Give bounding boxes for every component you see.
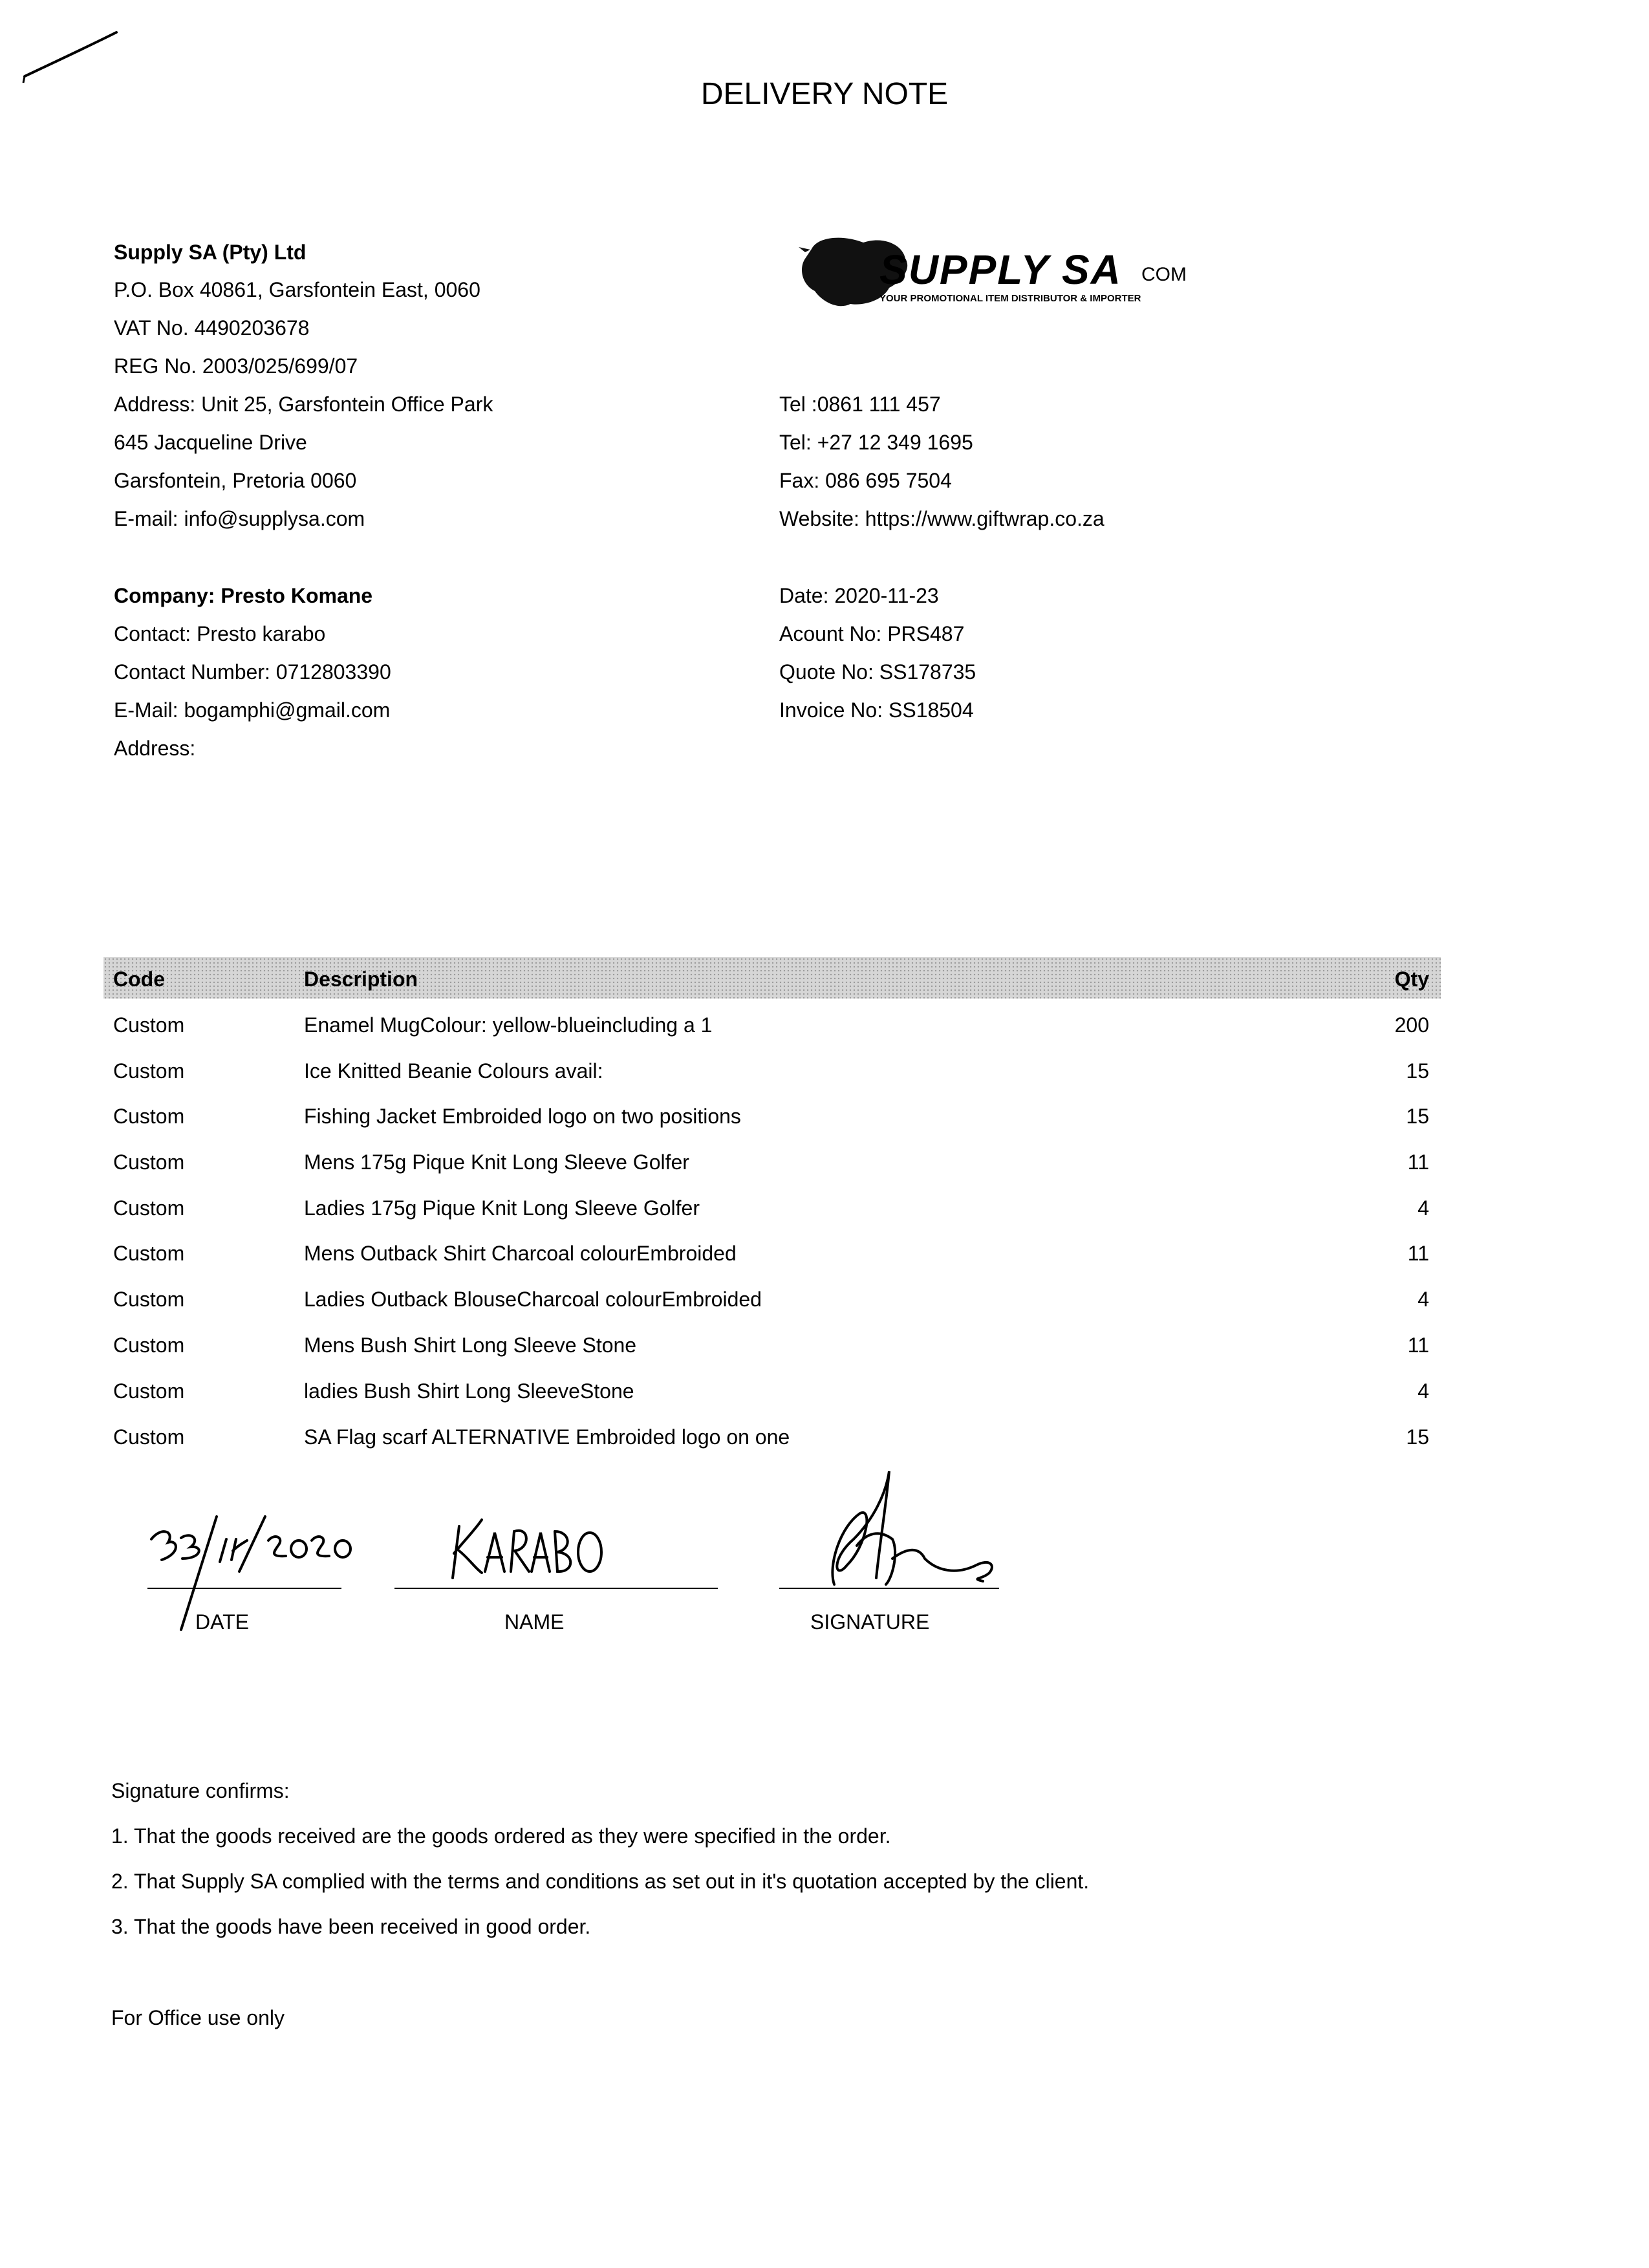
row-code: Custom	[113, 1013, 185, 1037]
supplier-line: Garsfontein, Pretoria 0060	[114, 469, 357, 492]
signature-label: SIGNATURE	[810, 1610, 930, 1634]
row-code: Custom	[113, 1150, 185, 1174]
customer-line: Address:	[114, 737, 196, 760]
row-code: Custom	[113, 1242, 185, 1265]
row-code: Custom	[113, 1288, 185, 1311]
row-description: SA Flag scarf ALTERNATIVE Embroided logo on one	[304, 1425, 790, 1449]
table-row	[0, 1424, 1649, 1469]
logo-tagline: YOUR PROMOTIONAL ITEM DISTRIBUTOR & IMPORTER	[879, 293, 1141, 304]
supplier-name: Supply SA (Pty) Ltd	[114, 241, 307, 264]
confirmation-item: 3. That the goods have been received in good order.	[111, 1915, 591, 1938]
info-line: Quote No: SS178735	[779, 660, 976, 684]
row-code: Custom	[113, 1379, 185, 1403]
info-line: Acount No: PRS487	[779, 622, 965, 645]
contact-line: Website: https://www.giftwrap.co.za	[779, 507, 1105, 530]
info-line: Date: 2020-11-23	[779, 584, 939, 607]
row-description: Ladies 175g Pique Knit Long Sleeve Golfer	[304, 1196, 700, 1220]
office-use-note: For Office use only	[111, 2006, 285, 2029]
row-qty: 4	[1417, 1288, 1429, 1311]
contact-line: Fax: 086 695 7504	[779, 469, 952, 492]
header-code: Code	[113, 967, 165, 991]
row-qty: 15	[1406, 1059, 1429, 1083]
supplier-line: VAT No. 4490203678	[114, 316, 310, 340]
row-code: Custom	[113, 1334, 185, 1357]
supplier-line: REG No. 2003/025/699/07	[114, 354, 358, 378]
logo-brand: SUPPLY SA	[879, 246, 1122, 293]
row-description: Mens 175g Pique Knit Long Sleeve Golfer	[304, 1150, 689, 1174]
supplier-line: P.O. Box 40861, Garsfontein East, 0060	[114, 278, 480, 301]
header-description: Description	[304, 967, 418, 991]
table-row	[0, 1149, 1649, 1194]
header-qty: Qty	[1394, 967, 1429, 991]
customer-line: Contact Number: 0712803390	[114, 660, 391, 684]
table-row	[0, 1240, 1649, 1286]
supplier-line: 645 Jacqueline Drive	[114, 431, 307, 454]
row-qty: 11	[1407, 1334, 1429, 1357]
row-description: Enamel MugColour: yellow-blueincluding a 1	[304, 1013, 713, 1037]
table-row	[0, 1058, 1649, 1103]
row-qty: 200	[1394, 1013, 1429, 1037]
row-code: Custom	[113, 1059, 185, 1083]
signature-line	[779, 1588, 999, 1589]
contact-line: Tel :0861 111 457	[779, 393, 941, 416]
table-row	[0, 1195, 1649, 1240]
row-code: Custom	[113, 1196, 185, 1220]
confirmation-item: 2. That Supply SA complied with the terms and conditions as set out in it's quotation accepted by the client.	[111, 1870, 1090, 1893]
confirmation-heading: Signature confirms:	[111, 1779, 290, 1802]
document-title: DELIVERY NOTE	[700, 77, 949, 111]
row-qty: 15	[1406, 1425, 1429, 1449]
handwritten-date	[142, 1513, 375, 1636]
supplier-line: E-mail: info@supplysa.com	[114, 507, 365, 530]
name-label: NAME	[504, 1610, 565, 1634]
supplier-line: Address: Unit 25, Garsfontein Office Park	[114, 393, 493, 416]
date-line	[147, 1588, 341, 1589]
table-row	[0, 1286, 1649, 1332]
row-description: Mens Bush Shirt Long Sleeve Stone	[304, 1334, 637, 1357]
logo-suffix: COM	[1141, 264, 1187, 285]
row-qty: 15	[1406, 1105, 1429, 1128]
info-line: Invoice No: SS18504	[779, 698, 974, 722]
confirmation-item: 1. That the goods received are the goods ordered as they were specified in the order.	[111, 1824, 891, 1848]
row-qty: 11	[1407, 1242, 1429, 1265]
pen-mark	[19, 26, 123, 84]
row-qty: 11	[1407, 1150, 1429, 1174]
row-code: Custom	[113, 1425, 185, 1449]
row-description: ladies Bush Shirt Long SleeveStone	[304, 1379, 634, 1403]
supply-sa-logo	[792, 230, 1193, 314]
contact-line: Tel: +27 12 349 1695	[779, 431, 973, 454]
row-qty: 4	[1417, 1196, 1429, 1220]
customer-company: Company: Presto Komane	[114, 584, 373, 607]
handwritten-signature	[795, 1468, 1015, 1597]
date-label: DATE	[195, 1610, 249, 1634]
row-code: Custom	[113, 1105, 185, 1128]
name-line	[394, 1588, 718, 1589]
table-row	[0, 1103, 1649, 1149]
customer-line: E-Mail: bogamphi@gmail.com	[114, 698, 391, 722]
row-description: Ladies Outback BlouseCharcoal colourEmbroided	[304, 1288, 762, 1311]
row-description: Mens Outback Shirt Charcoal colourEmbroided	[304, 1242, 737, 1265]
row-description: Ice Knitted Beanie Colours avail:	[304, 1059, 603, 1083]
row-qty: 4	[1417, 1379, 1429, 1403]
table-row	[0, 1012, 1649, 1057]
handwritten-name	[446, 1513, 614, 1584]
table-row	[0, 1378, 1649, 1423]
table-row	[0, 1332, 1649, 1377]
customer-line: Contact: Presto karabo	[114, 622, 326, 645]
row-description: Fishing Jacket Embroided logo on two positions	[304, 1105, 741, 1128]
